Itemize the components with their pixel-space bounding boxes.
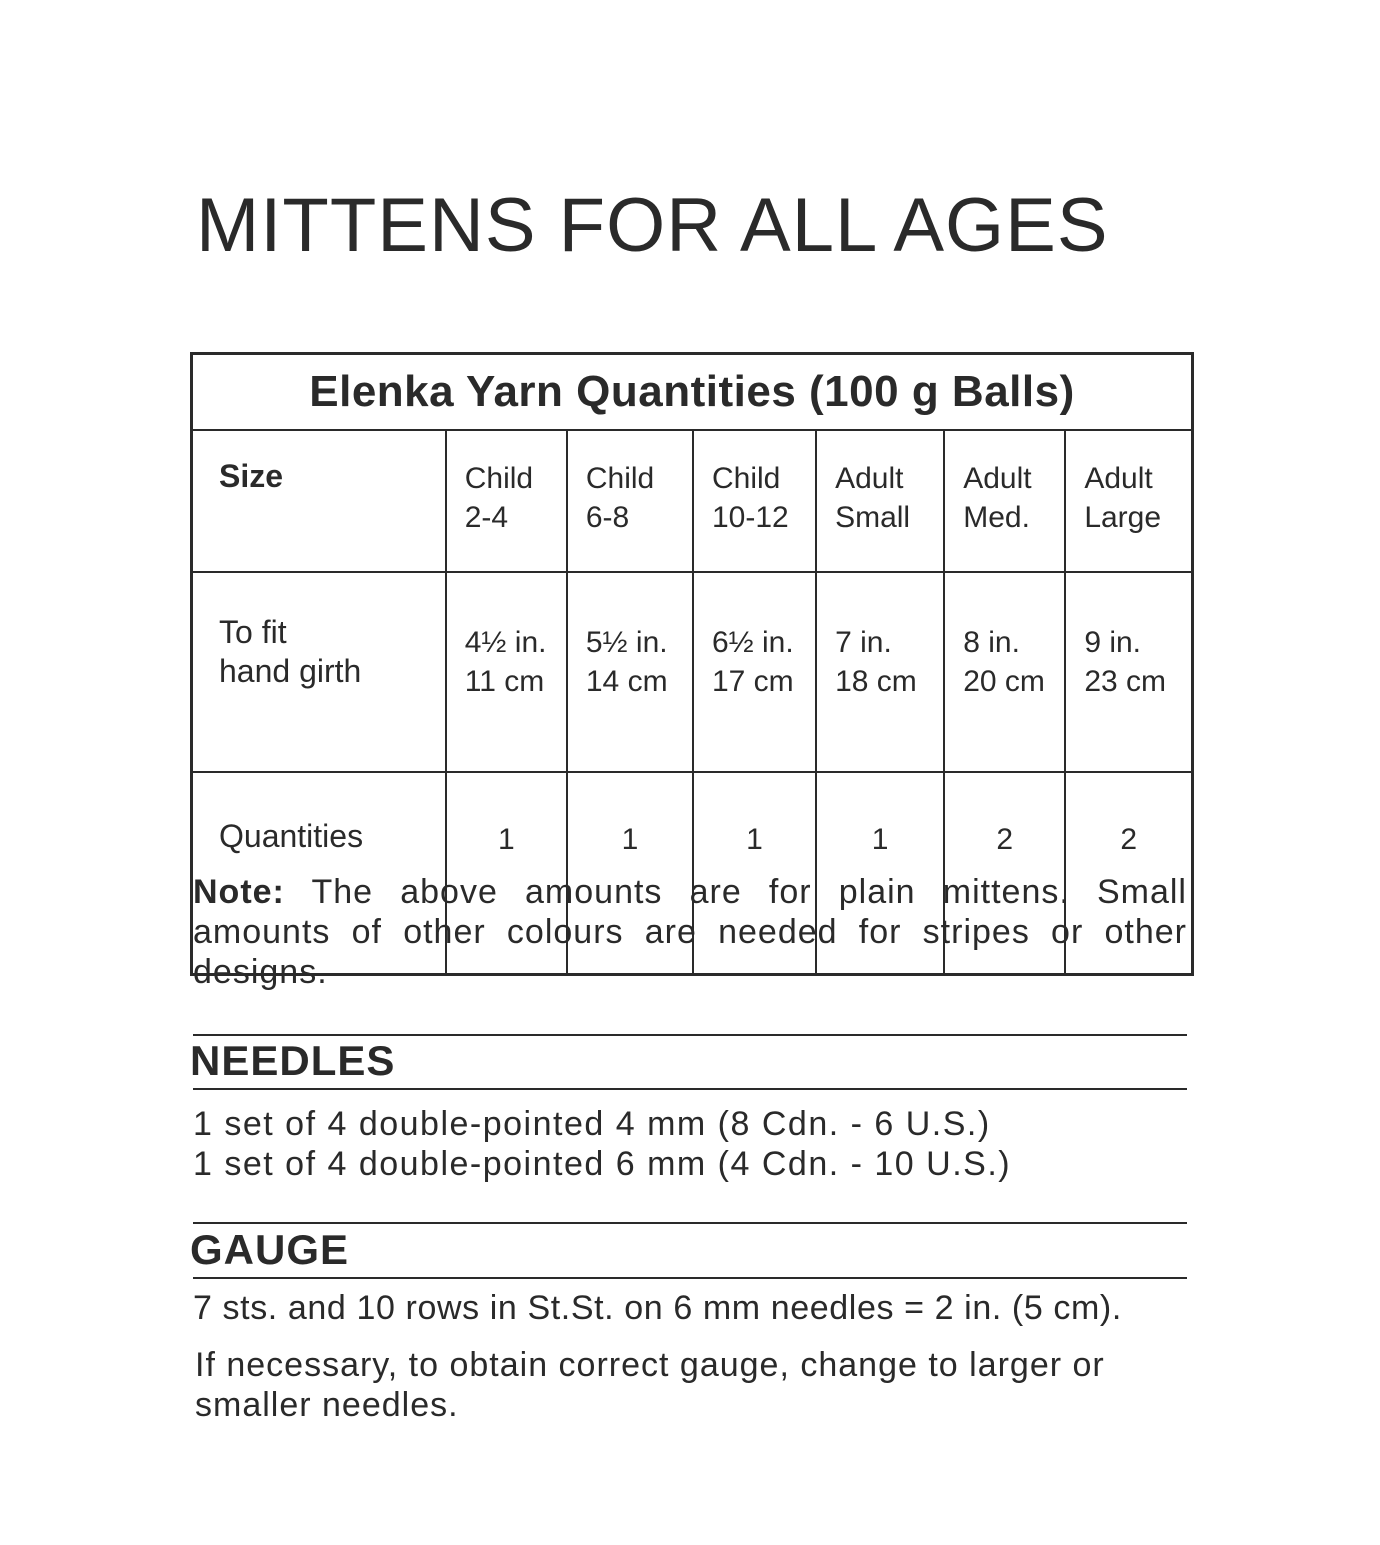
size-cell: [816, 430, 944, 572]
size-range: Large: [1084, 501, 1162, 534]
size-name: Child: [585, 462, 655, 495]
size-cell: [446, 430, 567, 572]
size-name: Adult: [835, 462, 904, 495]
table-caption: Elenka Yarn Quantities (100 g Balls): [192, 354, 1193, 431]
girth-inches: 9 in.: [1084, 626, 1142, 659]
quantity-cell: 2: [1065, 772, 1192, 975]
girth-inches: 5½ in.: [585, 626, 668, 659]
note-text: The above amounts are for plain mittens. Small amounts of other colours are needed for stripes or other designs.: [193, 873, 1187, 991]
table-row-size: [192, 430, 1193, 572]
girth-cm: 11 cm: [464, 665, 545, 698]
size-range: Small: [835, 501, 911, 534]
page-title: MITTENS FOR ALL AGES: [196, 183, 1109, 268]
needles-heading: NEEDLES: [190, 1037, 396, 1084]
girth-inches: 4½ in.: [464, 626, 547, 659]
girth-cm: 17 cm: [711, 665, 794, 698]
gauge-top-rule: [193, 1222, 1187, 1224]
quantity-cell: 1: [816, 772, 944, 975]
girth-cell: [944, 572, 1065, 772]
gauge-line: 7 sts. and 10 rows in St.St. on 6 mm needles = 2 in. (5 cm).: [193, 1289, 1122, 1327]
girth-row-label: [192, 572, 446, 772]
size-range: 6-8: [585, 501, 630, 534]
needles-line-1: 1 set of 4 double-pointed 4 mm (8 Cdn. - 6 U.S.): [193, 1105, 991, 1143]
table-row-hand-girth: [192, 572, 1193, 772]
note-label: Note:: [193, 873, 285, 911]
girth-label-line1: To fit: [219, 614, 287, 650]
girth-cm: 14 cm: [585, 665, 668, 698]
girth-inches: 8 in.: [963, 626, 1020, 659]
size-cell: [944, 430, 1065, 572]
quantities-row-label: Quantities: [192, 772, 446, 975]
size-cell: [567, 430, 693, 572]
note-paragraph: [193, 872, 1187, 992]
girth-inches: 7 in.: [835, 626, 892, 659]
quantity-cell: 1: [693, 772, 816, 975]
girth-cell: [567, 572, 693, 772]
girth-cell: [446, 572, 567, 772]
quantity-cell: 1: [567, 772, 693, 975]
girth-cell: [1065, 572, 1192, 772]
needles-line-2: 1 set of 4 double-pointed 6 mm (4 Cdn. - 10 U.S.): [193, 1145, 1012, 1183]
size-range: 10-12: [711, 501, 789, 534]
girth-inches: 6½ in.: [711, 626, 794, 659]
girth-label-line2: hand girth: [219, 653, 362, 689]
girth-cm: 18 cm: [835, 665, 917, 698]
needles-top-rule: [193, 1034, 1187, 1036]
girth-cell: [816, 572, 944, 772]
girth-cm: 20 cm: [963, 665, 1045, 698]
needles-bottom-rule: [193, 1088, 1187, 1090]
size-name: Adult: [1084, 462, 1153, 495]
size-cell: [693, 430, 816, 572]
size-name: Adult: [963, 462, 1032, 495]
quantity-cell: 2: [944, 772, 1065, 975]
size-range: 2-4: [464, 501, 509, 534]
girth-cm: 23 cm: [1084, 665, 1167, 698]
gauge-heading: GAUGE: [190, 1226, 350, 1273]
girth-cell: [693, 572, 816, 772]
gauge-advice: If necessary, to obtain correct gauge, change to larger or smaller needles.: [195, 1346, 1105, 1424]
size-cell: [1065, 430, 1192, 572]
gauge-bottom-rule: [193, 1277, 1187, 1279]
size-range: Med.: [963, 501, 1030, 534]
size-name: Child: [711, 462, 781, 495]
size-row-label: Size: [192, 430, 446, 572]
quantity-cell: 1: [446, 772, 567, 975]
size-name: Child: [464, 462, 534, 495]
